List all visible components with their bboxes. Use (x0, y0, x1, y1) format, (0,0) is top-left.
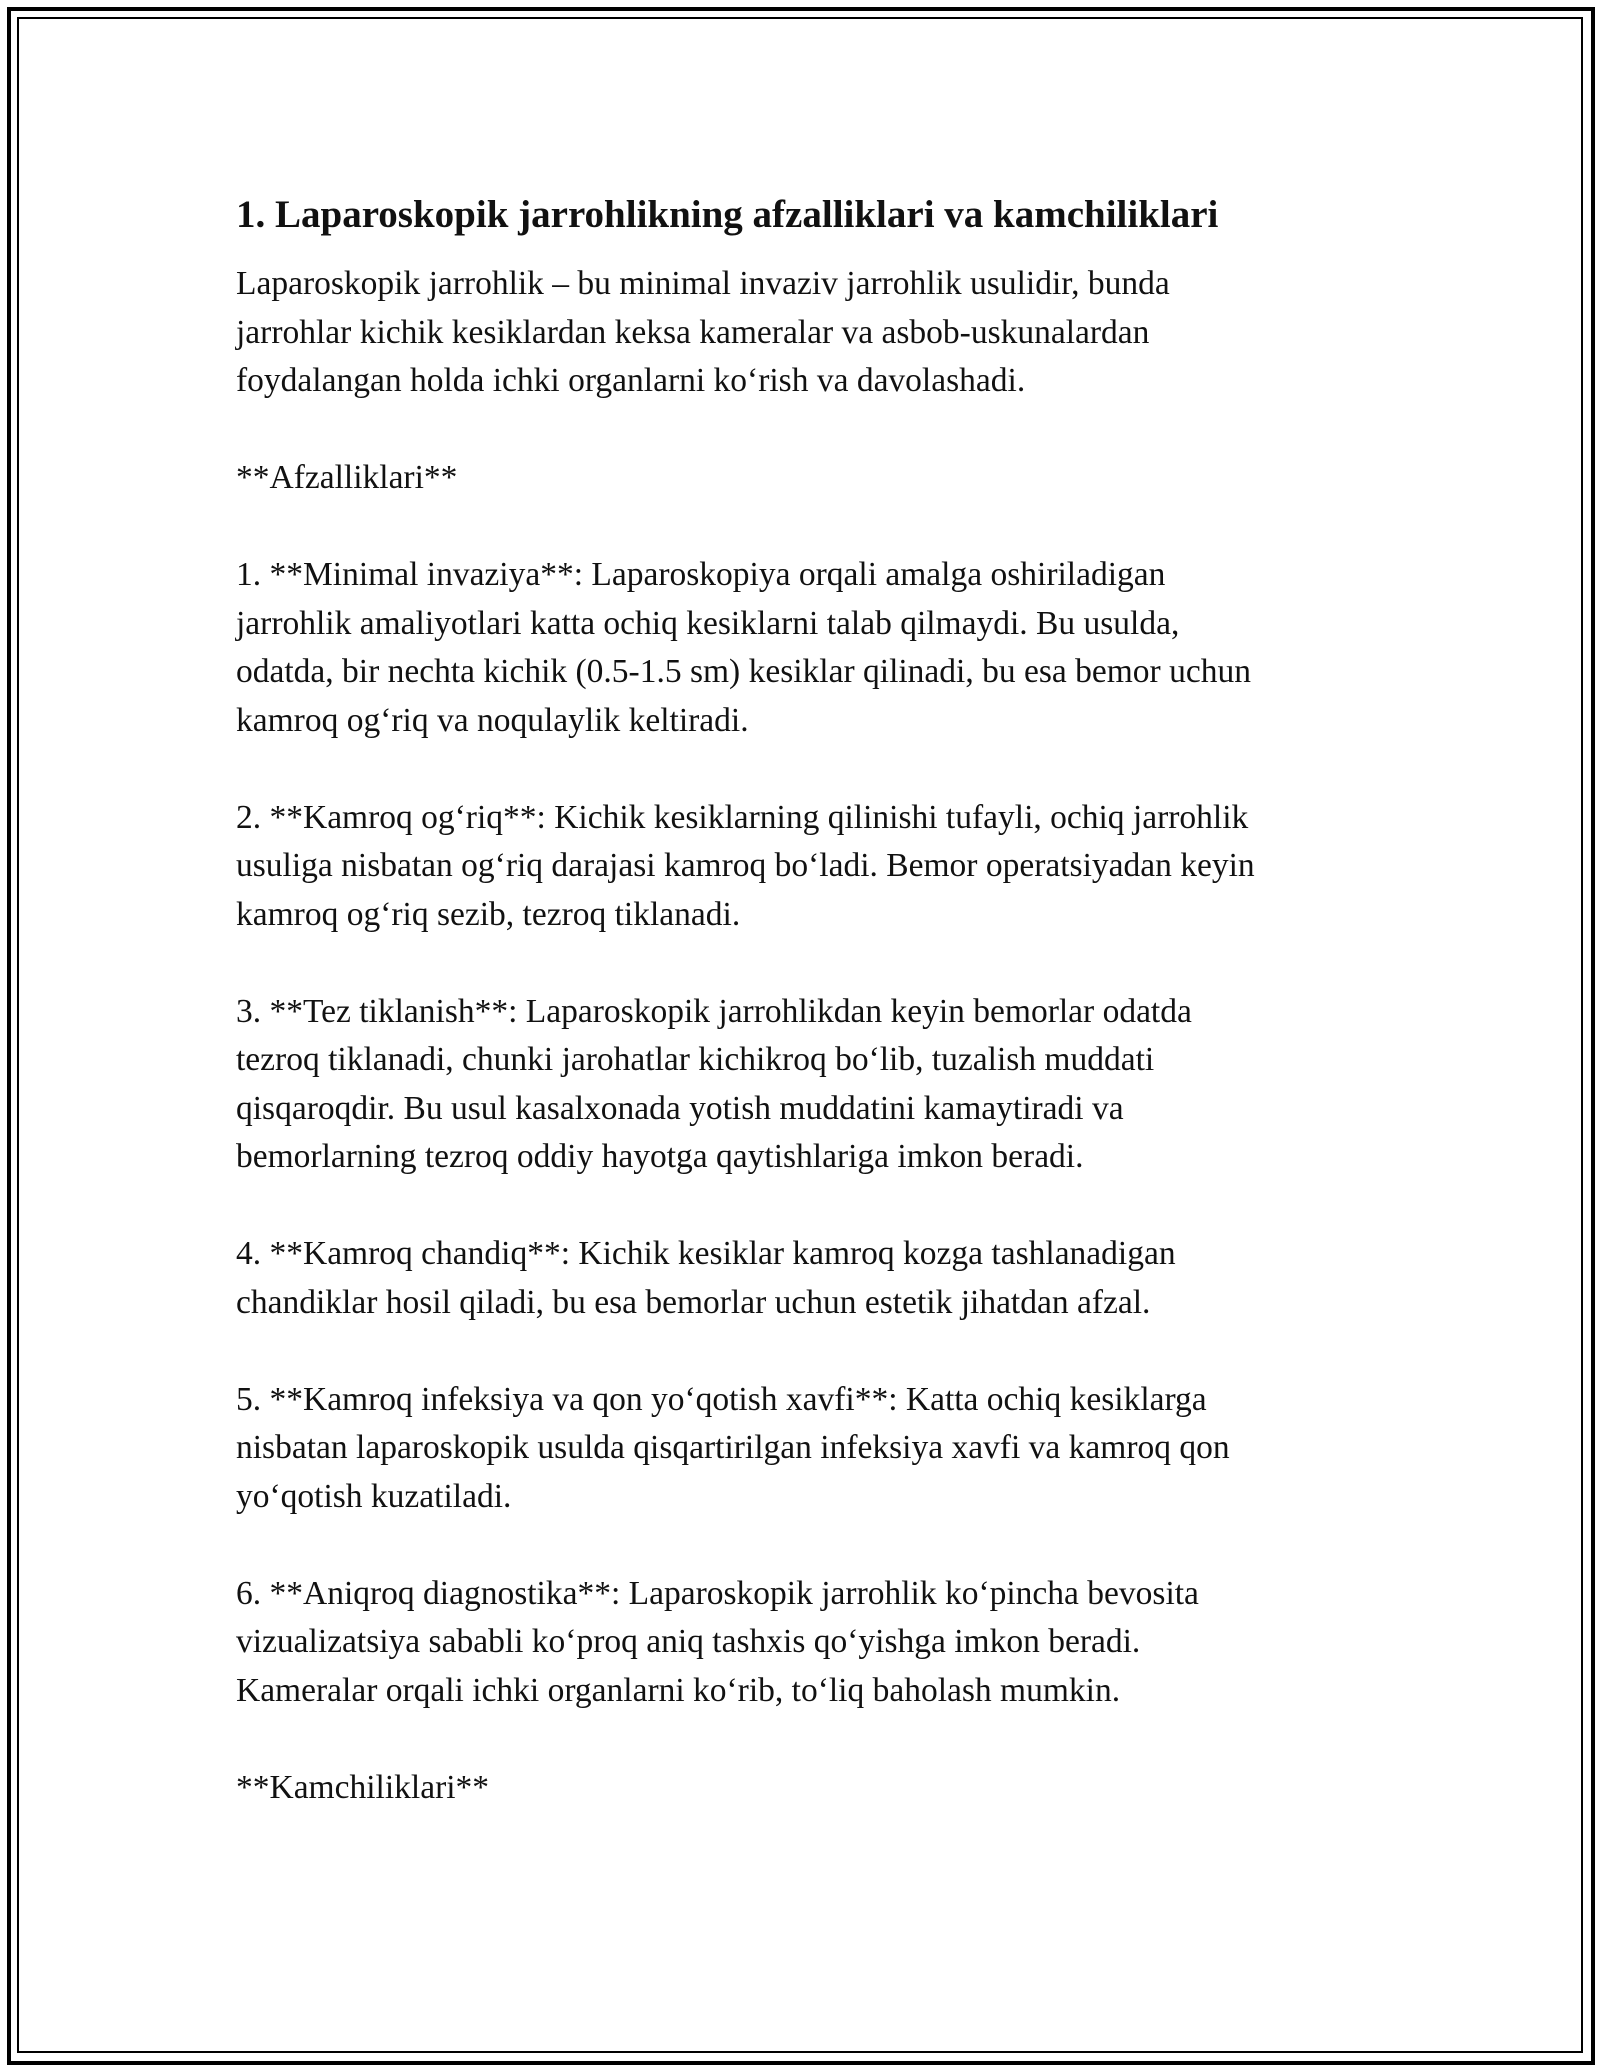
text-line: jarrohlar kichik kesiklardan keksa kameralar va asbob-uskunalardan (236, 313, 1150, 351)
text-line: Kameralar orqali ichki organlarni ko‘rib, to‘liq baholash mumkin. (236, 1671, 1121, 1709)
text-line: 2. **Kamroq og‘riq**: Kichik kesiklarning qilinishi tufayli, ochiq jarrohlik (236, 798, 1249, 836)
paragraph (236, 454, 1366, 503)
text-line: 1. **Minimal invaziya**: Laparoskopiya orqali amalga oshiriladigan (236, 556, 1166, 593)
text-line: odatda, bir nechta kichik (0.5-1.5 sm) kesiklar qilinadi, bu esa bemor uchun (236, 653, 1251, 690)
text-line: **Afzalliklari** (236, 459, 458, 496)
text-line: 3. **Tez tiklanish**: Laparoskopik jarrohlikdan keyin bemorlar odatda (236, 992, 1192, 1030)
document-title: 1. Laparoskopik jarrohlikning afzalliklari va kamchiliklari (236, 193, 1219, 236)
document-body (236, 188, 1366, 1861)
paragraph (236, 260, 1366, 406)
text-line: kamroq og‘riq va noqulaylik keltiradi. (236, 701, 749, 739)
text-line: 6. **Aniqroq diagnostika**: Laparoskopik jarrohlik ko‘pincha bevosita (236, 1574, 1199, 1612)
text-line: 4. **Kamroq chandiq**: Kichik kesiklar kamroq kozga tashlanadigan (236, 1235, 1176, 1272)
text-line: Laparoskopik jarrohlik – bu minimal invaziv jarrohlik usulidir, bunda (236, 265, 1170, 302)
text-line: kamroq og‘riq sezib, tezroq tiklanadi. (236, 895, 741, 933)
text-line: tezroq tiklanadi, chunki jarohatlar kichikroq bo‘lib, tuzalish muddati (236, 1041, 1155, 1078)
text-line: yo‘qotish kuzatiladi. (236, 1477, 512, 1515)
text-line: nisbatan laparoskopik usulda qisqartirilgan infeksiya xavfi va kamroq qon (236, 1429, 1230, 1466)
text-line: jarrohlik amaliyotlari katta ochiq kesiklarni talab qilmaydi. Bu usulda, (236, 604, 1180, 642)
text-line: usuliga nisbatan og‘riq darajasi kamroq bo‘ladi. Bemor operatsiyadan keyin (236, 847, 1255, 884)
text-line: 5. **Kamroq infeksiya va qon yo‘qotish xavfi**: Katta ochiq kesiklarga (236, 1380, 1207, 1418)
text-line: qisqaroqdir. Bu usul kasalxonada yotish muddatini kamaytiradi va (236, 1089, 1124, 1127)
text-line: **Kamchiliklari** (236, 1768, 490, 1806)
paragraph-list (236, 260, 1366, 1812)
paragraph (236, 1376, 1366, 1522)
paragraph (236, 1764, 1366, 1813)
paragraph (236, 794, 1366, 940)
paragraph (236, 551, 1366, 745)
text-line: vizualizatsiya sababli ko‘proq aniq tashxis qo‘yishga imkon beradi. (236, 1623, 1141, 1660)
text-line: bemorlarning tezroq oddiy hayotga qaytishlariga imkon beradi. (236, 1138, 1084, 1175)
paragraph (236, 1230, 1366, 1327)
text-line: chandiklar hosil qiladi, bu esa bemorlar uchun estetik jihatdan afzal. (236, 1283, 1151, 1321)
text-line: foydalangan holda ichki organlarni ko‘rish va davolashadi. (236, 362, 1026, 399)
paragraph (236, 1570, 1366, 1716)
paragraph (236, 988, 1366, 1182)
